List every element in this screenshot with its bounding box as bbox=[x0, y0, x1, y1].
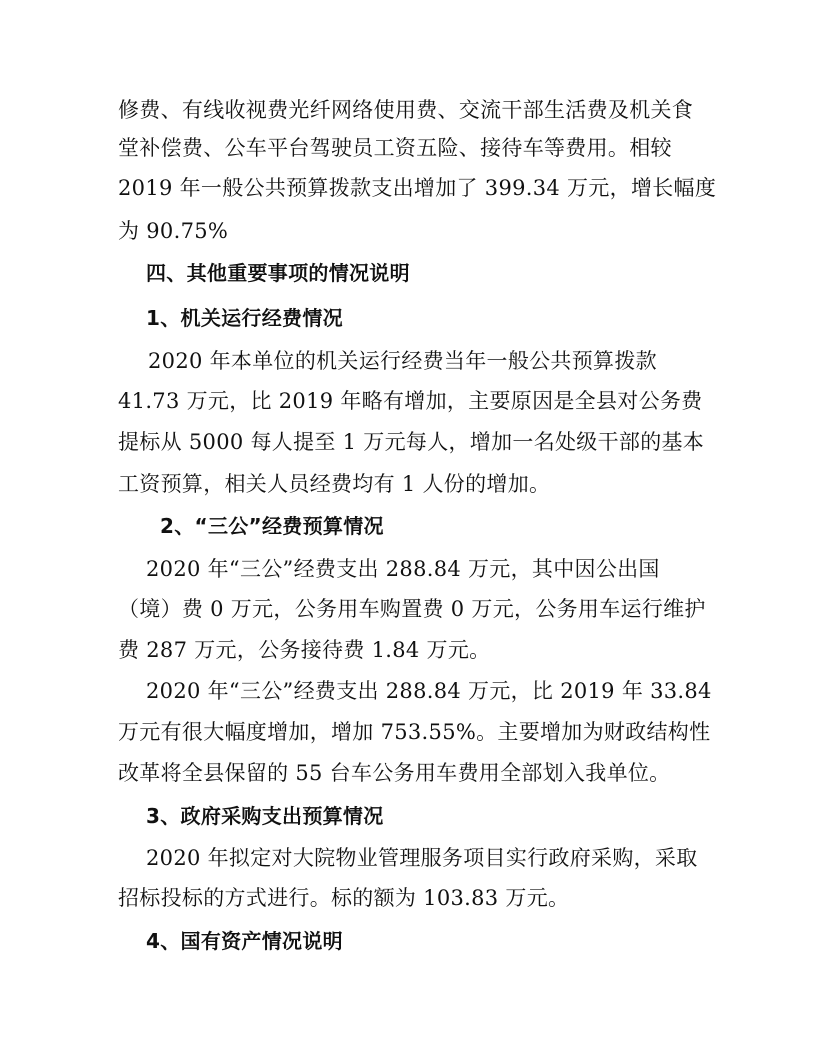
text-line: 41.73 万元，比 2019 年略有增加，主要原因是全县对公务费 bbox=[118, 389, 703, 413]
subsection-heading: 4、国有资产情况说明 bbox=[146, 929, 343, 953]
subsection-heading: 1、机关运行经费情况 bbox=[146, 306, 343, 330]
text-line: 修费、有线收视费光纤网络使用费、交流干部生活费及机关食 bbox=[118, 98, 694, 122]
text-line: 费 287 万元，公务接待费 1.84 万元。 bbox=[118, 638, 491, 662]
text-line: 2020 年拟定对大院物业管理服务项目实行政府采购，采取 bbox=[146, 846, 698, 870]
text-line: （境）费 0 万元，公务用车购置费 0 万元，公务用车运行维护 bbox=[118, 597, 706, 621]
text-line: 招标投标的方式进行。标的额为 103.83 万元。 bbox=[118, 886, 570, 910]
text-line: 为 90.75% bbox=[118, 219, 229, 243]
section-heading: 四、其他重要事项的情况说明 bbox=[146, 261, 410, 285]
text-line: 2020 年本单位的机关运行经费当年一般公共预算拨款 bbox=[148, 349, 657, 373]
subsection-heading: 3、政府采购支出预算情况 bbox=[146, 804, 384, 828]
text-line: 2020 年“三公”经费支出 288.84 万元，比 2019 年 33.84 bbox=[146, 679, 712, 703]
text-line: 工资预算，相关人员经费均有 1 人份的增加。 bbox=[118, 472, 551, 496]
text-line: 提标从 5000 每人提至 1 万元每人，增加一名处级干部的基本 bbox=[118, 430, 705, 454]
text-line: 2019 年一般公共预算拨款支出增加了 399.34 万元，增长幅度 bbox=[118, 176, 717, 200]
text-line: 万元有很大幅度增加，增加 753.55%。主要增加为财政结构性 bbox=[118, 720, 711, 744]
subsection-heading: 2、“三公”经费预算情况 bbox=[160, 514, 384, 538]
text-line: 堂补偿费、公车平台驾驶员工资五险、接待车等费用。相较 bbox=[118, 136, 672, 160]
text-line: 2020 年“三公”经费支出 288.84 万元，其中因公出国 bbox=[146, 557, 660, 581]
text-line: 改革将全县保留的 55 台车公务用车费用全部划入我单位。 bbox=[118, 761, 671, 785]
